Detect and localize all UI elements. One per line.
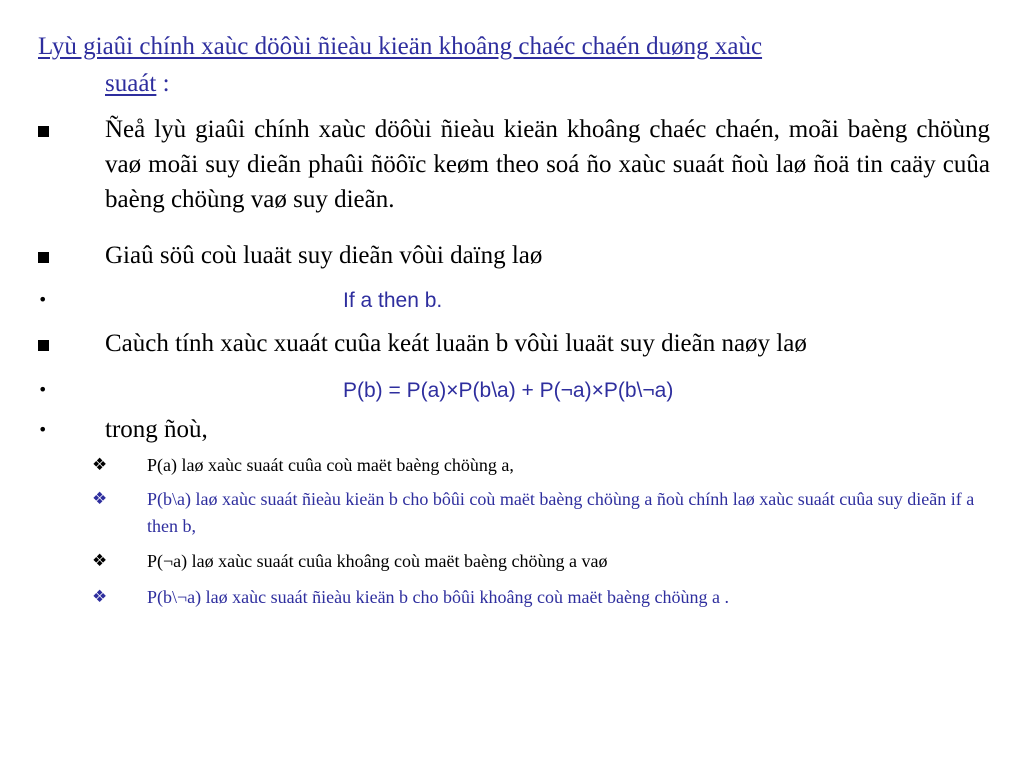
- paragraph-text: Ñeå lyù giaûi chính xaùc döôùi ñieàu kieän khoâng chaéc chaén, moãi baèng chöùng vaø moãi suy dieãn phaûi ñöôïc keøm theo soá ño xaùc suaát ñoù laø ñoä tin caäy cuûa baèng chöùng vaø suy dieãn.: [105, 116, 990, 213]
- bullet-paragraph-1: [38, 112, 990, 217]
- dot-bullet-icon: •: [38, 290, 48, 309]
- rule-text: If a then b.: [343, 289, 443, 312]
- diamond-bullet-icon: ❖: [92, 587, 108, 607]
- diamond-bullet-icon: ❖: [92, 551, 108, 571]
- formula-text: P(b) = P(a)×P(b\a) + P(¬a)×P(b\¬a): [343, 379, 674, 402]
- square-bullet-icon: [38, 112, 49, 147]
- paragraph-text: trong ñoù,: [105, 416, 208, 443]
- formula-wrap: [105, 372, 990, 408]
- sub-item-3: [92, 548, 990, 575]
- bullet-rule: [38, 282, 990, 318]
- bullet-where: [38, 412, 990, 447]
- heading-line-1: Lyù giaûi chính xaùc döôùi ñieàu kieän khoâng chaéc chaén duøng xaùc: [38, 33, 763, 60]
- sub-item-4: [92, 584, 990, 611]
- diamond-bullet-icon: ❖: [92, 455, 108, 475]
- diamond-bullet-icon: ❖: [92, 489, 108, 509]
- sub-item-1: [92, 452, 990, 479]
- sub-item-2: [92, 486, 990, 540]
- sub-item-text: P(a) laø xaùc suaát cuûa coù maët baèng chöùng a,: [147, 455, 514, 475]
- square-bullet-icon: [38, 326, 49, 361]
- paragraph-text: Caùch tính xaùc xuaát cuûa keát luaän b vôùi luaät suy dieãn naøy laø: [105, 330, 807, 357]
- heading-underlined-word: suaát: [105, 70, 157, 97]
- heading-colon: :: [156, 70, 170, 97]
- square-bullet-icon: [38, 238, 49, 273]
- dot-bullet-icon: •: [38, 420, 48, 439]
- bullet-paragraph-3: [38, 326, 990, 361]
- rule-wrap: [105, 282, 990, 318]
- bullet-formula: [38, 372, 990, 408]
- heading-line-2: [38, 65, 990, 102]
- sub-item-text: P(¬a) laø xaùc suaát cuûa khoâng coù maët baèng chöùng a vaø: [147, 551, 608, 571]
- bullet-paragraph-2: [38, 238, 990, 273]
- sub-item-text: P(b\a) laø xaùc suaát ñieàu kieän b cho bôûi coù maët baèng chöùng a ñoù chính laø xaùc suaát cuûa suy dieãn if a then b,: [147, 489, 975, 536]
- sub-item-text: P(b\¬a) laø xaùc suaát ñieàu kieän b cho bôûi khoâng coù maët baèng chöùng a .: [147, 587, 729, 607]
- dot-bullet-icon: •: [38, 380, 48, 399]
- slide-heading: [38, 28, 990, 102]
- paragraph-text: Giaû söû coù luaät suy dieãn vôùi daïng laø: [105, 242, 543, 269]
